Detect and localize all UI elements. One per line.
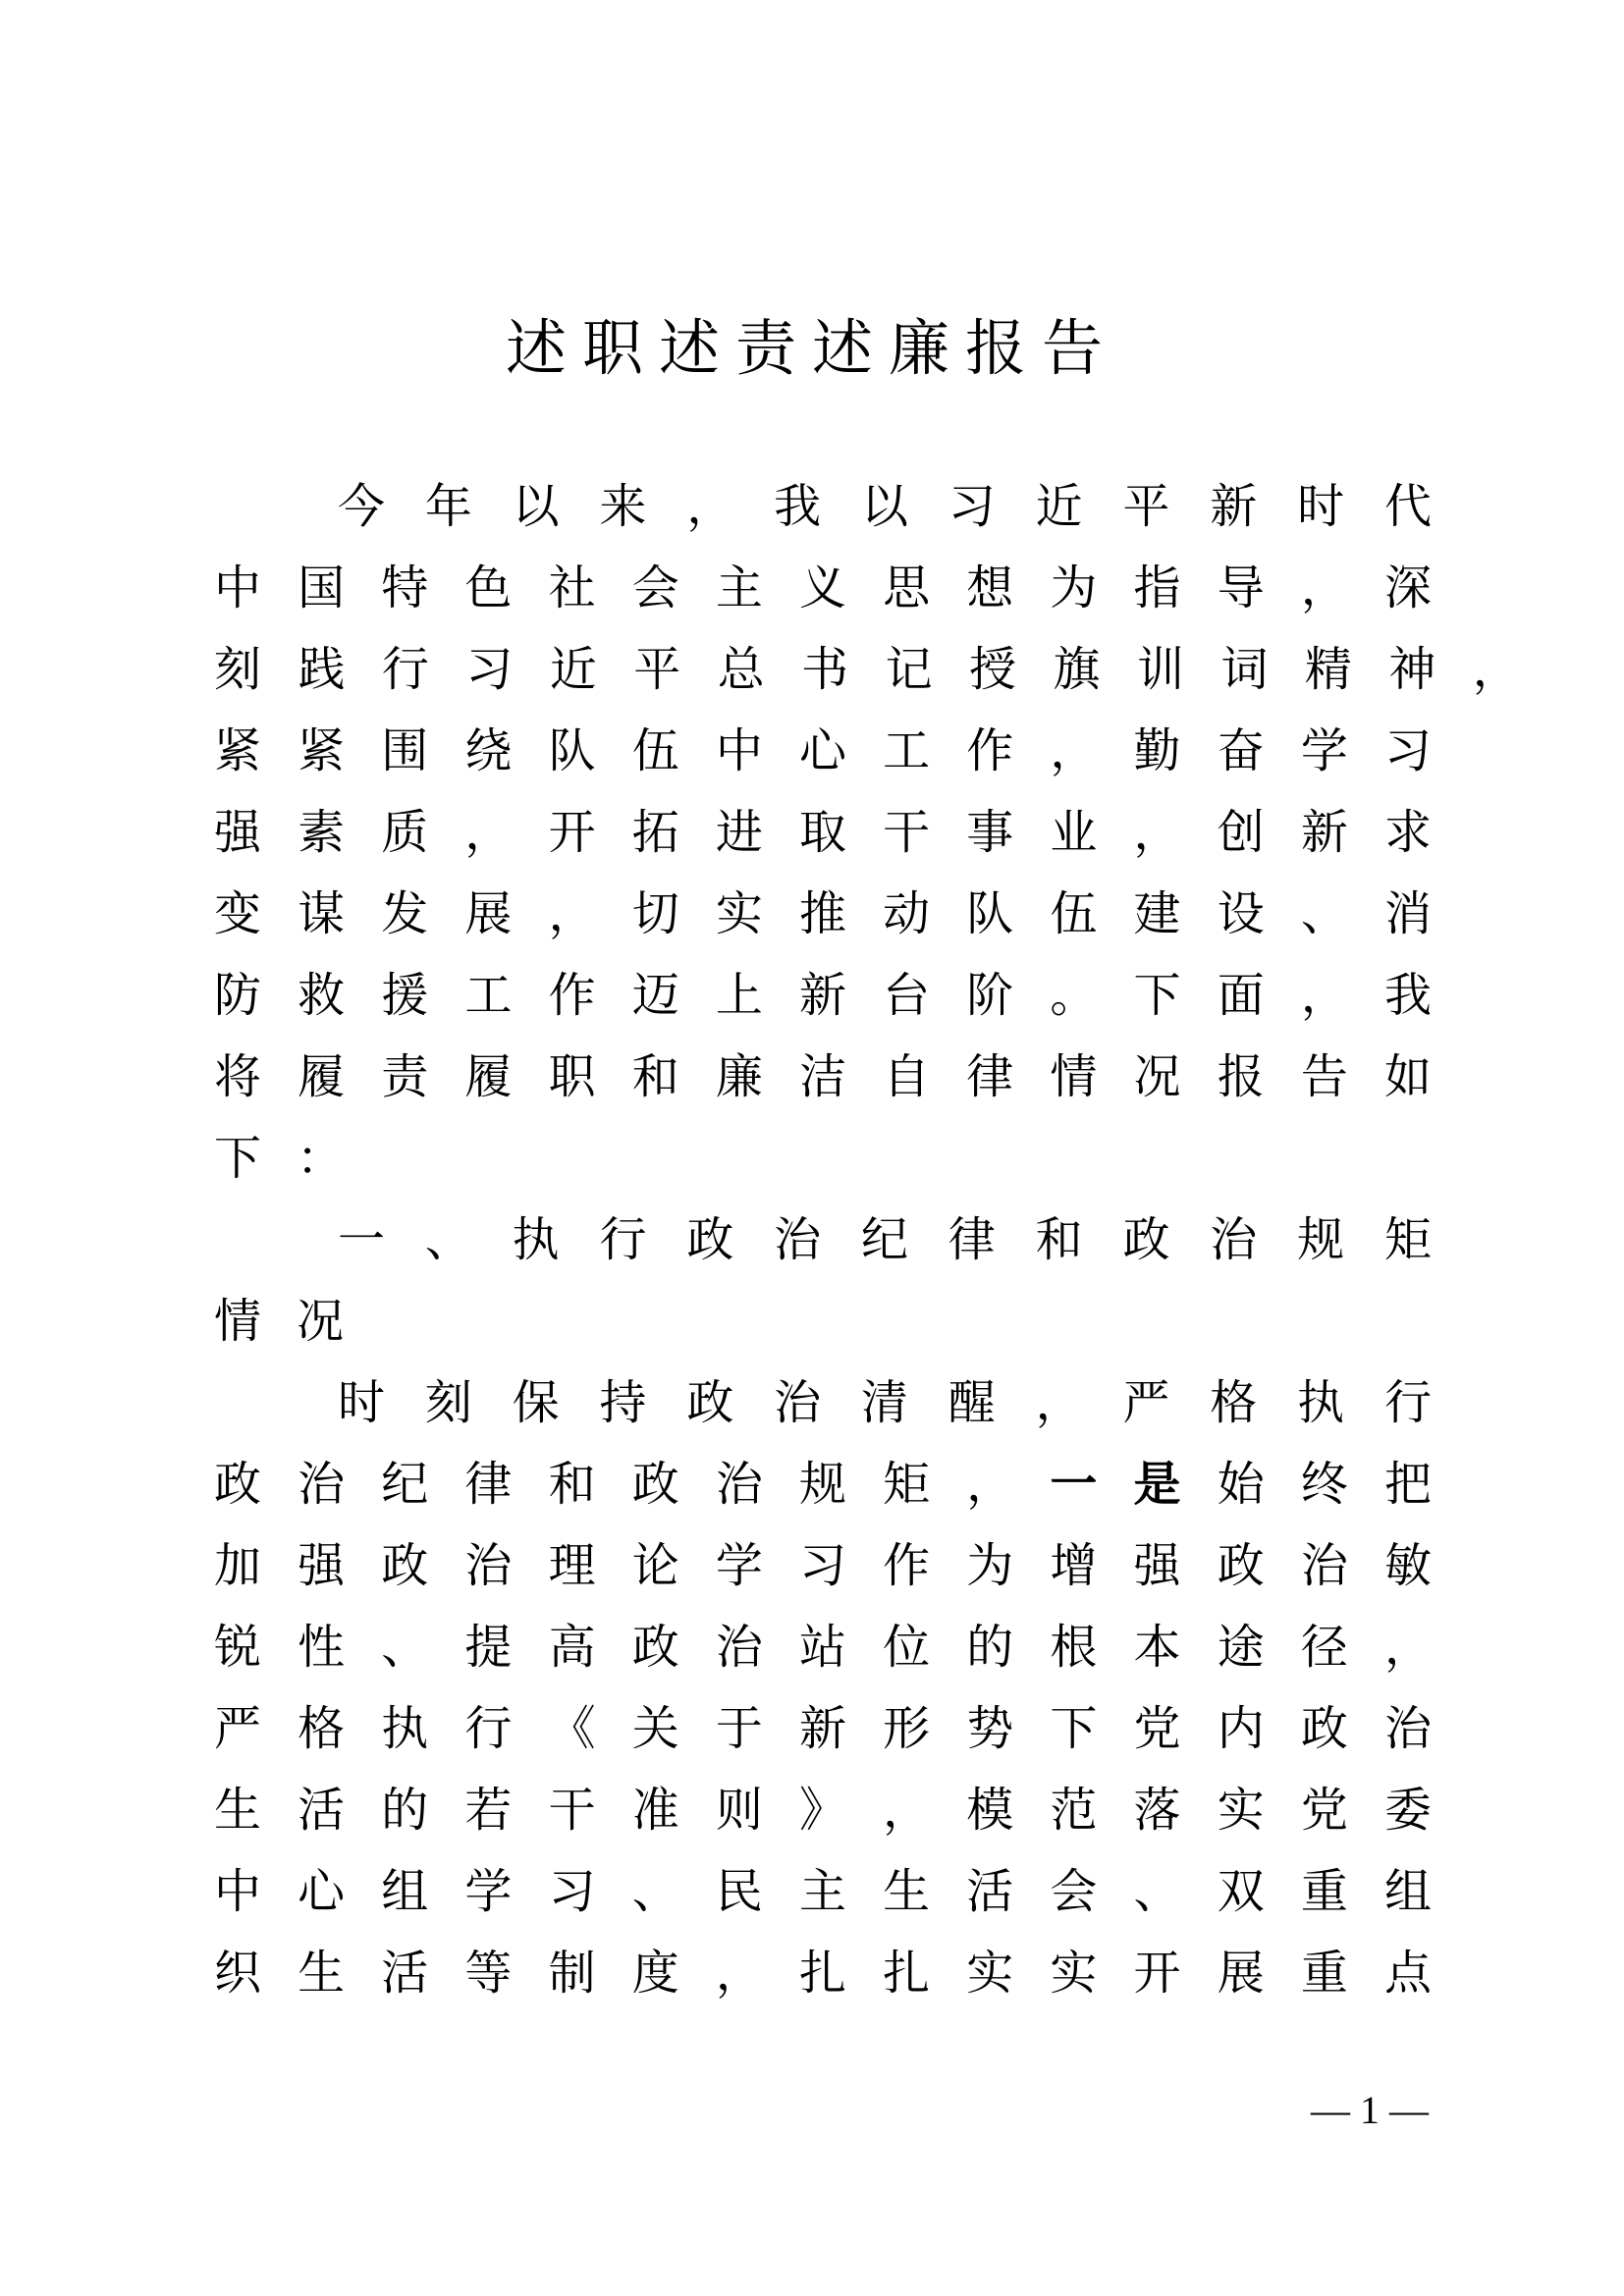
body-line: 中 国 特 色 社 会 主 义 思 想 为 指 导 ， 深 (214, 561, 1432, 615)
body-line: 防 救 援 工 作 迈 上 新 台 阶 。 下 面 ， 我 (214, 968, 1432, 1023)
body-line: 将 履 责 履 职 和 廉 洁 自 律 情 况 报 告 如 (214, 1049, 1432, 1104)
body-line: 今 年 以 来 ， 我 以 习 近 平 新 时 代 (338, 479, 1432, 534)
body-line: 锐 性 、 提 高 政 治 站 位 的 根 本 途 径 ， (214, 1620, 1432, 1675)
body-line: 下 ： (214, 1131, 345, 1186)
page-number: — 1 — (1311, 2088, 1429, 2132)
body-line: 时 刻 保 持 政 治 清 醒 ， 严 格 执 行 (338, 1375, 1432, 1430)
body-line: 情 况 (214, 1294, 345, 1349)
body-line: 中 心 组 学 习 、 民 主 生 活 会 、 双 重 组 (214, 1864, 1432, 1919)
document-title: 述职述责述廉报告 (505, 312, 1118, 384)
body-line: 变 谋 发 展 ， 切 实 推 动 队 伍 建 设 、 消 (214, 886, 1432, 941)
body-line: 一 、 执 行 政 治 纪 律 和 政 治 规 矩 (338, 1212, 1432, 1267)
body-line: 生 活 的 若 干 准 则 》 ， 模 范 落 实 党 委 (214, 1783, 1432, 1838)
body-line: 严 格 执 行 《 关 于 新 形 势 下 党 内 政 治 (214, 1701, 1432, 1756)
body-line: 刻 践 行 习 近 平 总 书 记 授 旗 训 词 精 神 ， (214, 642, 1520, 697)
body-line: 加 强 政 治 理 论 学 习 作 为 增 强 政 治 敏 (214, 1538, 1432, 1593)
body-line: 强 素 质 ， 开 拓 进 取 干 事 业 ， 创 新 求 (214, 805, 1432, 860)
body-line: 政 治 纪 律 和 政 治 规 矩 ， 一 是 始 终 把 (214, 1457, 1432, 1512)
body-line: 紧 紧 围 绕 队 伍 中 心 工 作 ， 勤 奋 学 习 (214, 723, 1432, 778)
body-line: 织 生 活 等 制 度 ， 扎 扎 实 实 开 展 重 点 (214, 1946, 1432, 2001)
